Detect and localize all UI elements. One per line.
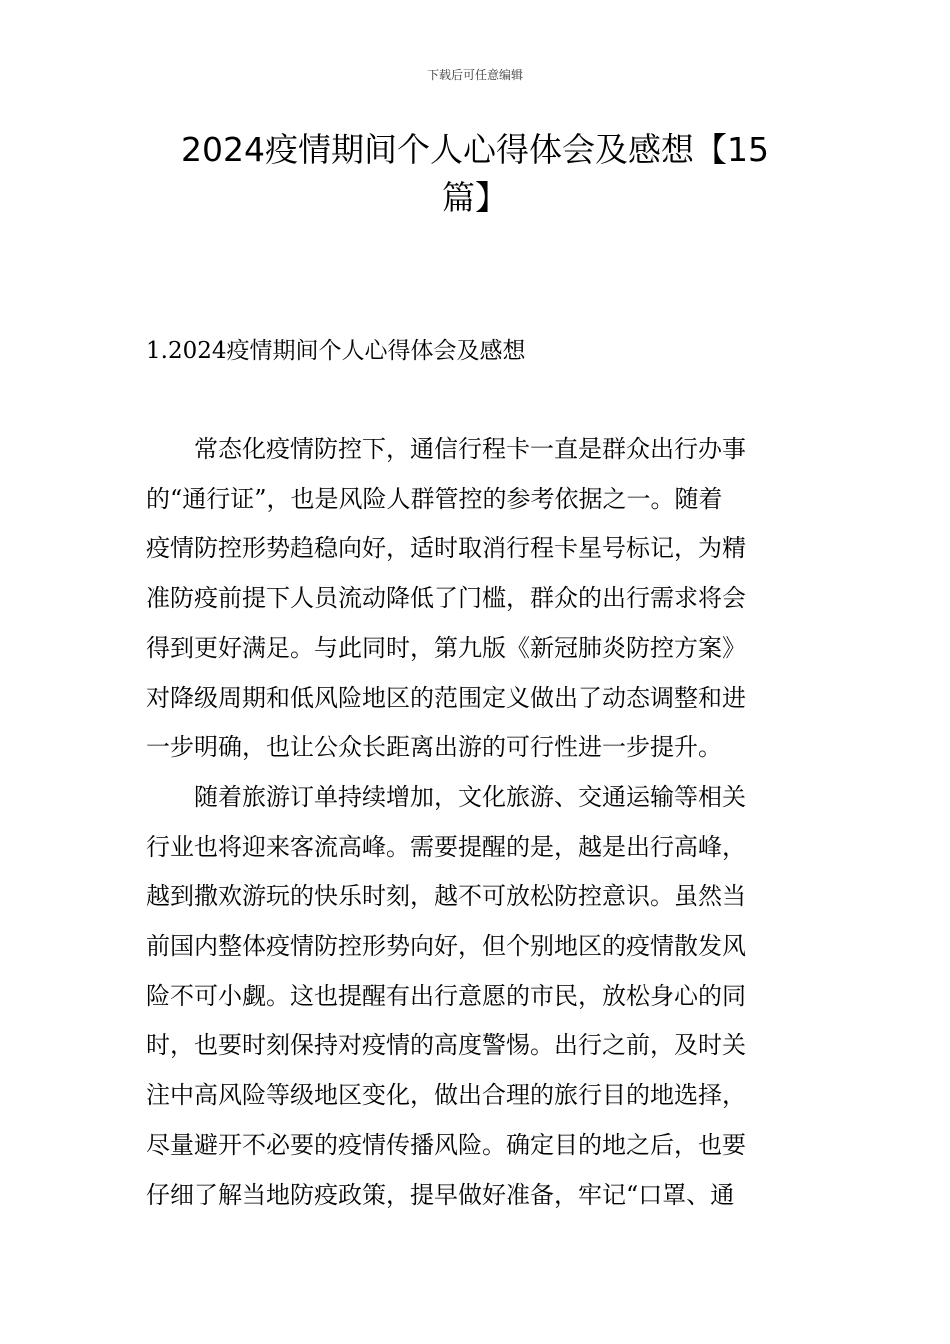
paragraph-line: 得到更好满足。与此同时，第九版《新冠肺炎防控方案》 <box>146 633 746 662</box>
paragraph-line: 越到撒欢游玩的快乐时刻，越不可放松防控意识。虽然当 <box>146 882 746 911</box>
paragraph-2 <box>146 773 806 1220</box>
header-note: 下载后可任意编辑 <box>426 68 523 82</box>
paragraph-line: 一步明确，也让公众长距离出游的可行性进一步提升。 <box>146 733 722 762</box>
paragraph-line: 前国内整体疫情防控形势向好，但个别地区的疫情散发风 <box>146 932 746 961</box>
paragraph-line: 疫情防控形势趋稳向好，适时取消行程卡星号标记，为精 <box>146 534 746 563</box>
paragraph-line: 仔细了解当地防疫政策，提早做好准备，牢记“口罩、通 <box>146 1180 735 1209</box>
paragraph-1 <box>146 425 806 773</box>
paragraph-line: 险不可小觑。这也提醒有出行意愿的市民，放松身心的同 <box>146 981 746 1010</box>
paragraph-line: 随着旅游订单持续增加，文化旅游、交通运输等相关 <box>194 782 746 811</box>
paragraph-line: 尽量避开不必要的疫情传播风险。确定目的地之后，也要 <box>146 1130 746 1159</box>
paragraph-line: 注中高风险等级地区变化，做出合理的旅行目的地选择， <box>146 1081 746 1110</box>
paragraph-line: 行业也将迎来客流高峰。需要提醒的是，越是出行高峰， <box>146 832 746 861</box>
paragraph-line: 对降级周期和低风险地区的范围定义做出了动态调整和进 <box>146 683 746 712</box>
document-title: 2024疫情期间个人心得体会及感想【15篇】 <box>181 130 769 217</box>
paragraph-line: 常态化疫情防控下，通信行程卡一直是群众出行办事 <box>194 435 746 463</box>
paragraph-line: 的“通行证”，也是风险人群管控的参考依据之一。随着 <box>146 484 723 513</box>
section-heading: 1.2024疫情期间个人心得体会及感想 <box>146 338 526 364</box>
paragraph-line: 准防疫前提下人员流动降低了门槛，群众的出行需求将会 <box>146 584 746 613</box>
paragraph-line: 时，也要时刻保持对疫情的高度警惕。出行之前，及时关 <box>146 1031 746 1060</box>
document-body <box>146 425 806 1220</box>
